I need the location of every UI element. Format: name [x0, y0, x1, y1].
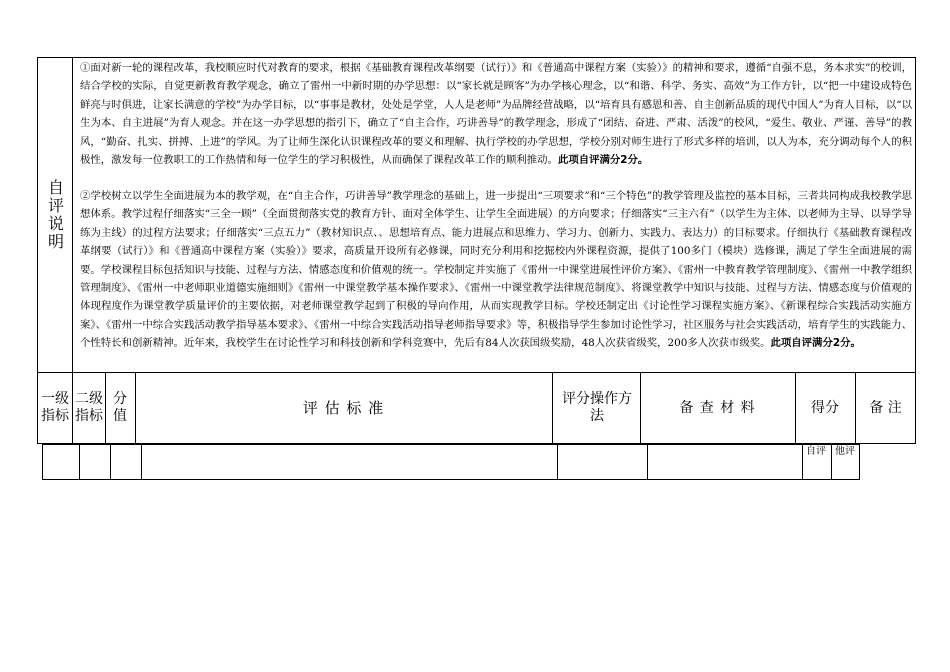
header-evaluation-criteria: 评 估 标 准: [302, 398, 385, 417]
explanation-paragraph-2: ②学校树立以学生全面进展为本的教学观，在“自主合作，巧讲善导”教学理念的基础上，进一步提出“三项要求”和“三个特色”的教学管理及监控的基本目标，三者共同构成我校教学思想体系。教学过程仔细落实“三全一顾”（全面贯彻落实党的教育方针、面对全体学生、让学生全面进展）的方向要求；仔细落实“三主六有”（以学生为主体、以老师为主导、以导学导练为主线）的过程方法要求；仔细落实“三点五力”（教材知识点、、思想培育点、能力进展点和思维力、学习力、创新力、实践力、表达力）的目标要求。仔细执行《基础教育课程改革纲要（试行）》和《普通高中课程方案（实验）》要求，高质量开设所有必修课，同时充分利用和挖掘校内外课程资源，提供了100多门（模块）选修课，满足了学生全面进展的需要。学校课程目标包括知识与技能、过程与方法、情感态度和价值观的统一。学校制定并实施了《雷州一中课堂进展性评价方案》、《雷州一中教育教学管理制度》、《雷州一中教学组织管理制度》、《雷州一中老师职业道德实施细则》《雷州一中课堂教学基本操作要求》、《雷州一中课堂教学法律规范制度》、将课堂教学中知识与技能、过程与方法、情感态度与价值观的体现程度作为课堂教学质量评价的主要依据，对老师课堂教学起到了积极的导向作用，从而实现教学目标。学校还制定出《讨论性学习课程实施方案》、《新课程综合实践活动实施方案》、《雷州一中综合实践活动教学指导基本要求》、《雷州一中综合实践活动指导老师指导要求》等，积极指导学生参加讨论性学习，社区服务与社会实践活动，培育学生的实践能力、个性特长和创新精神。近年来，我校学生在讨论性学习和科技创新和学科竞赛中，先后有84人次获国级奖励，48人次获省级奖，200多人次获市级奖。此项自评满分2分。: [80, 190, 912, 350]
table-divider: [557, 444, 558, 480]
table-divider: [552, 372, 553, 444]
score-note: 此项自评满分2分。: [770, 337, 861, 350]
score-note: 此项自评满分2分。: [557, 154, 649, 167]
header-level1-indicator: 一级指标: [41, 391, 69, 424]
peer-evaluation-subheader: 他评: [835, 446, 855, 457]
table-divider: [802, 444, 803, 480]
table-divider: [79, 444, 80, 480]
header-score-value: 分值: [113, 391, 127, 424]
table-divider: [141, 444, 142, 480]
header-remarks: 备 注: [869, 399, 902, 416]
self-evaluation-label: 自评说明: [45, 179, 65, 251]
header-scoring-method: 评分操作方法: [562, 391, 632, 424]
header-score: 得分: [811, 399, 839, 416]
explanation-paragraph-1: ①面对新一轮的课程改革，我校顺应时代对教育的要求，根据《基础教育课程改革纲要（试行）》和《普通高中课程方案（实验）》的精神和要求，遵循“自强不息，务本求实”的校训，结合学校的实际，自觉更新教育教学观念，确立了雷州一中新时期的办学思想：以“家长就是顾客”为办学核心理念，以“和谐、科学、务实、高效”为工作方针，以“把一中建设成特色鲜亮与时俱进，让家长满意的学校”为办学目标，以“事事是教材，处处是学堂，人人是老师”为品牌经营战略，以“培育具有感恩和善、自主创新品质的现代中国人”为育人目标，以“以生为本、自主进展”为育人观念。并在这一办学思想的指引下，确立了“自主合作，巧讲善导”的教学理念，形成了“团结、奋进、严肃、活泼”的校风，“爱生、敬业、严谨、善导”的教风，“勤奋、扎实、拼搏、上进”的学风。为了让师生深化认识课程改革的要义和理解、执行学校的办学思想，学校分别对师生进行了形式多样的培训，以人为本，充分调动每个人的积极性，激发每一位教职工的工作热情和每一位学生的学习积极性，从而确保了课程改革工作的顺利推动。此项自评满分2分。: [80, 62, 912, 167]
table-divider: [72, 57, 73, 444]
header-reference-materials: 备 查 材 料: [679, 399, 756, 416]
header-level2-indicator: 二级指标: [75, 391, 103, 424]
table-divider: [37, 372, 916, 373]
table-divider: [647, 444, 648, 480]
table-divider: [831, 444, 832, 480]
table-divider: [105, 372, 106, 444]
table-divider: [110, 444, 111, 480]
self-evaluation-subheader: 自评: [806, 446, 826, 457]
data-row: [42, 444, 860, 480]
